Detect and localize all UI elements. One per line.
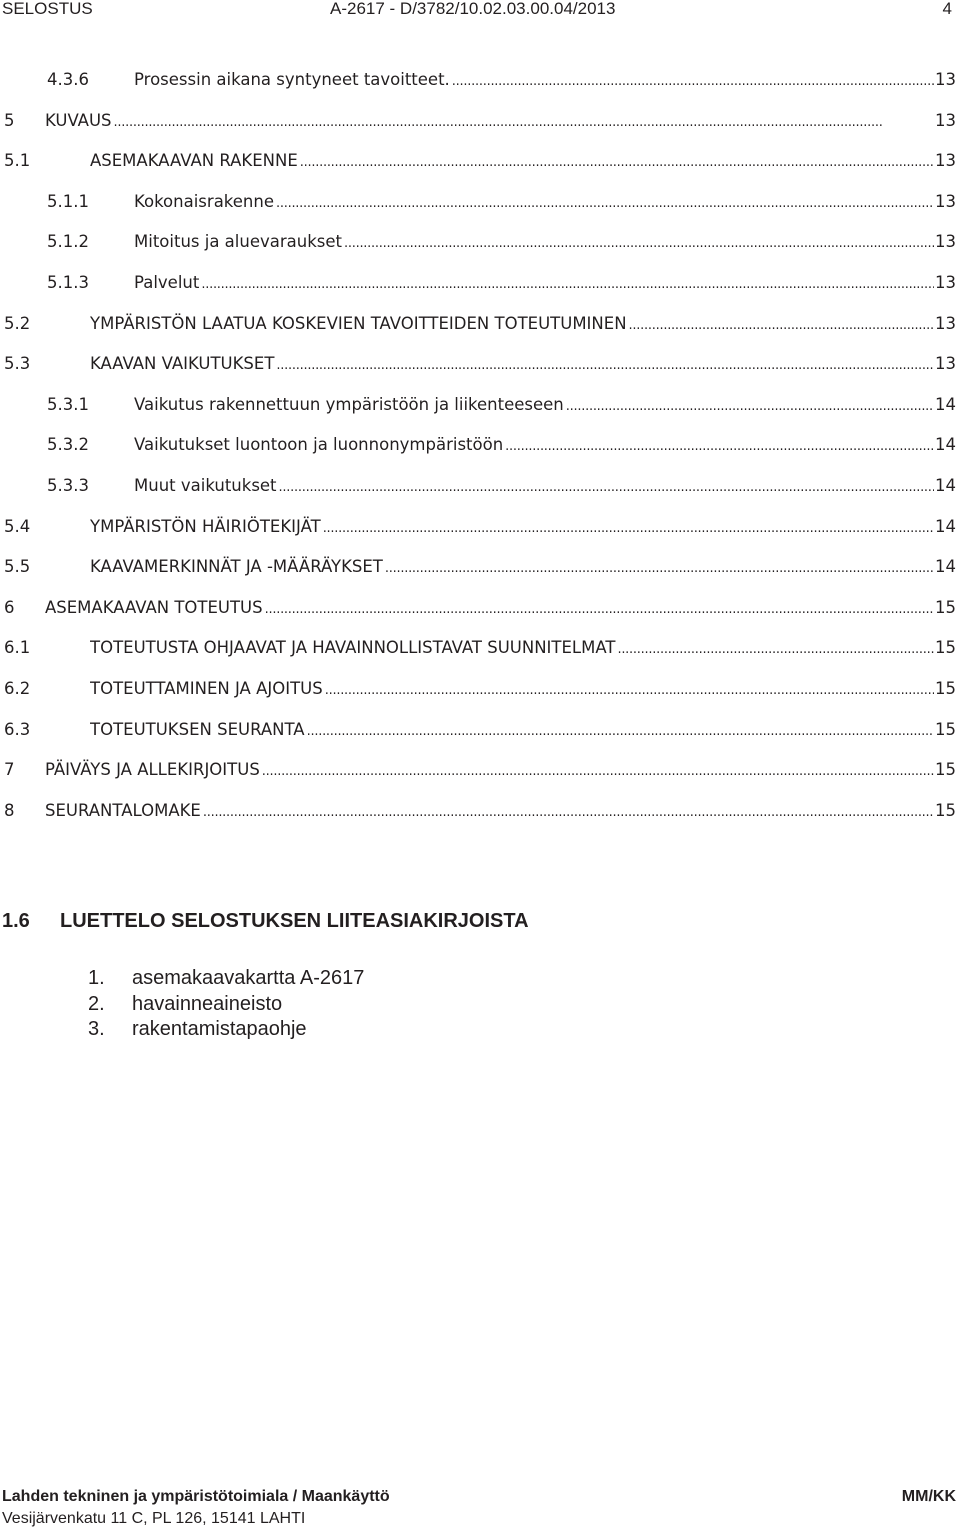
toc-entry-leader [134,385,934,428]
toc-entry-title: SEURANTALOMAKE [45,800,201,820]
toc-entry-leader [90,507,934,550]
toc-entry-title: Muut vaikutukset [134,475,277,495]
toc-entry-leader [45,791,934,834]
toc-entry-page: 13 [935,313,956,333]
page-footer [2,1486,958,1530]
toc-entry-leader [90,141,934,184]
toc-entry-number: 6.1 [4,638,31,658]
toc-entry[interactable] [0,60,960,101]
toc-entry[interactable] [0,263,960,304]
toc-entry-title: Mitoitus ja aluevaraukset [134,232,342,252]
toc-entry[interactable] [0,425,960,466]
toc-entry-leader [90,710,934,753]
toc-entry-title: Vaikutus rakennettuun ympäristöön ja liikenteeseen [134,394,564,414]
toc-entry-leader [90,344,934,387]
toc-entry-number: 5.1 [4,151,31,171]
toc-entry-page: 13 [935,232,956,252]
toc-entry-leader [134,263,934,306]
section-title: LUETTELO SELOSTUKSEN LIITEASIAKIRJOISTA [60,910,529,932]
attachment-title: rakentamistapaohje [132,1018,307,1040]
toc-entry-page: 13 [935,354,956,374]
toc-entry-number: 4.3.6 [47,70,89,89]
toc-entry-number: 5.1.3 [47,272,89,292]
toc-entry-page: 13 [935,70,956,89]
toc-entry-leader [134,425,934,468]
section-number: 1.6 [2,910,30,932]
toc-entry-page: 14 [935,516,956,536]
toc-entry-number: 5.3.3 [47,475,89,495]
toc-entry-leader [134,60,934,103]
attachment-number: 2. [88,992,105,1015]
toc-entry[interactable] [0,669,960,710]
toc-entry-title: TOTEUTTAMINEN JA AJOITUS [90,678,323,698]
toc-entry-leader [134,182,934,225]
toc-entry-leader [134,222,934,265]
toc-entry-page: 15 [935,638,956,658]
attachment-number: 1. [88,967,105,989]
toc-entry[interactable] [0,507,960,548]
toc-entry-leader [90,669,934,712]
toc-entry-title: Vaikutukset luontoon ja luonnonympäristöön [134,435,504,455]
toc-entry-title: ASEMAKAAVAN TOTEUTUS [45,597,263,617]
toc-entry-title: KAAVAMERKINNÄT JA -MÄÄRÄYKSET [90,557,383,577]
toc-entry-title: KUVAUS [45,110,112,130]
toc-entry-leader [90,304,934,347]
toc-entry[interactable] [0,710,960,751]
footer-address: Vesijärvenkatu 11 C, PL 126, 15141 LAHTI [2,1510,306,1527]
toc-entry-page: 15 [935,678,956,698]
toc-entry-page: 15 [935,719,956,739]
toc-entry-number: 5.3 [4,354,31,374]
footer-initials: MM/KK [901,1488,956,1505]
toc-entry-leader [90,547,934,590]
toc-entry-number: 6.2 [4,678,31,698]
toc-entry[interactable] [0,588,960,629]
toc-entry-number: 5.5 [4,557,31,577]
toc-entry-page: 13 [935,110,956,130]
toc-entry-number: 5.3.2 [47,435,89,455]
page-header [0,0,960,24]
toc-entry-page: 14 [935,557,956,577]
toc-entry-title: TOTEUTUKSEN SEURANTA [90,719,305,739]
toc-entry-leader [134,466,934,509]
toc-entry-title: Prosessin aikana syntyneet tavoitteet. [134,70,450,89]
toc-entry[interactable] [0,628,960,669]
toc-entry[interactable] [0,750,960,791]
document-reference: A-2617 - D/3782/10.02.03.00.04/2013 [330,0,616,18]
footer-organization: Lahden tekninen ja ympäristötoimiala / Maankäyttö [2,1488,390,1505]
toc-entry-page: 14 [935,435,956,455]
toc-entry[interactable] [0,547,960,588]
toc-entry-page: 14 [935,475,956,495]
toc-entry-leader [45,750,934,793]
toc-entry-page: 15 [935,597,956,617]
attachment-number: 3. [88,1018,105,1040]
toc-entry[interactable] [0,222,960,263]
toc-entry-page: 13 [935,191,956,211]
toc-entry-number: 8 [4,800,15,820]
toc-entry-title: Kokonaisrakenne [134,191,274,211]
toc-entry[interactable] [0,304,960,345]
toc-entry-number: 5.4 [4,516,31,536]
attachment-title: asemakaavakartta A-2617 [132,967,365,989]
toc-entry-title: KAAVAN VAIKUTUKSET [90,354,275,374]
attachment-title: havainneaineisto [132,992,283,1015]
toc-entry[interactable] [0,182,960,223]
toc-entry-title: Palvelut [134,272,200,292]
toc-entry-title: ASEMAKAAVAN RAKENNE [90,151,298,171]
toc-entry[interactable] [0,385,960,426]
toc-entry-title: TOTEUTUSTA OHJAAVAT JA HAVAINNOLLISTAVAT SUUNNITELMAT [90,638,616,658]
toc-entry-title: YMPÄRISTÖN HÄIRIÖTEKIJÄT [90,516,321,536]
toc-entry-number: 5.3.1 [47,394,89,414]
toc-entry-number: 5 [4,110,15,130]
toc-entry-number: 5.1.2 [47,232,89,252]
toc-entry-leader [90,628,934,671]
toc-entry[interactable] [0,141,960,182]
toc-entry-title: YMPÄRISTÖN LAATUA KOSKEVIEN TAVOITTEIDEN TOTEUTUMINEN [90,313,627,333]
toc-entry-page: 15 [935,760,956,780]
toc-entry-number: 7 [4,760,15,780]
toc-entry-page: 14 [935,394,956,414]
toc-entry-page: 15 [935,800,956,820]
document-type: SELOSTUS [2,0,93,18]
toc-entry-number: 6 [4,597,15,617]
toc-entry-page: 13 [935,272,956,292]
page-number: 4 [942,0,952,18]
toc-entry[interactable] [0,791,960,832]
toc-entry-number: 5.2 [4,313,31,333]
toc-entry-page: 13 [935,151,956,171]
toc-entry-leader [45,588,934,631]
toc-entry-number: 5.1.1 [47,191,89,211]
toc-entry[interactable] [0,466,960,507]
toc-entry-title: PÄIVÄYS JA ALLEKIRJOITUS [45,760,260,780]
toc-entry[interactable] [0,101,960,142]
table-of-contents [0,60,960,831]
toc-entry[interactable] [0,344,960,385]
toc-entry-leader [45,101,934,144]
toc-entry-number: 6.3 [4,719,31,739]
